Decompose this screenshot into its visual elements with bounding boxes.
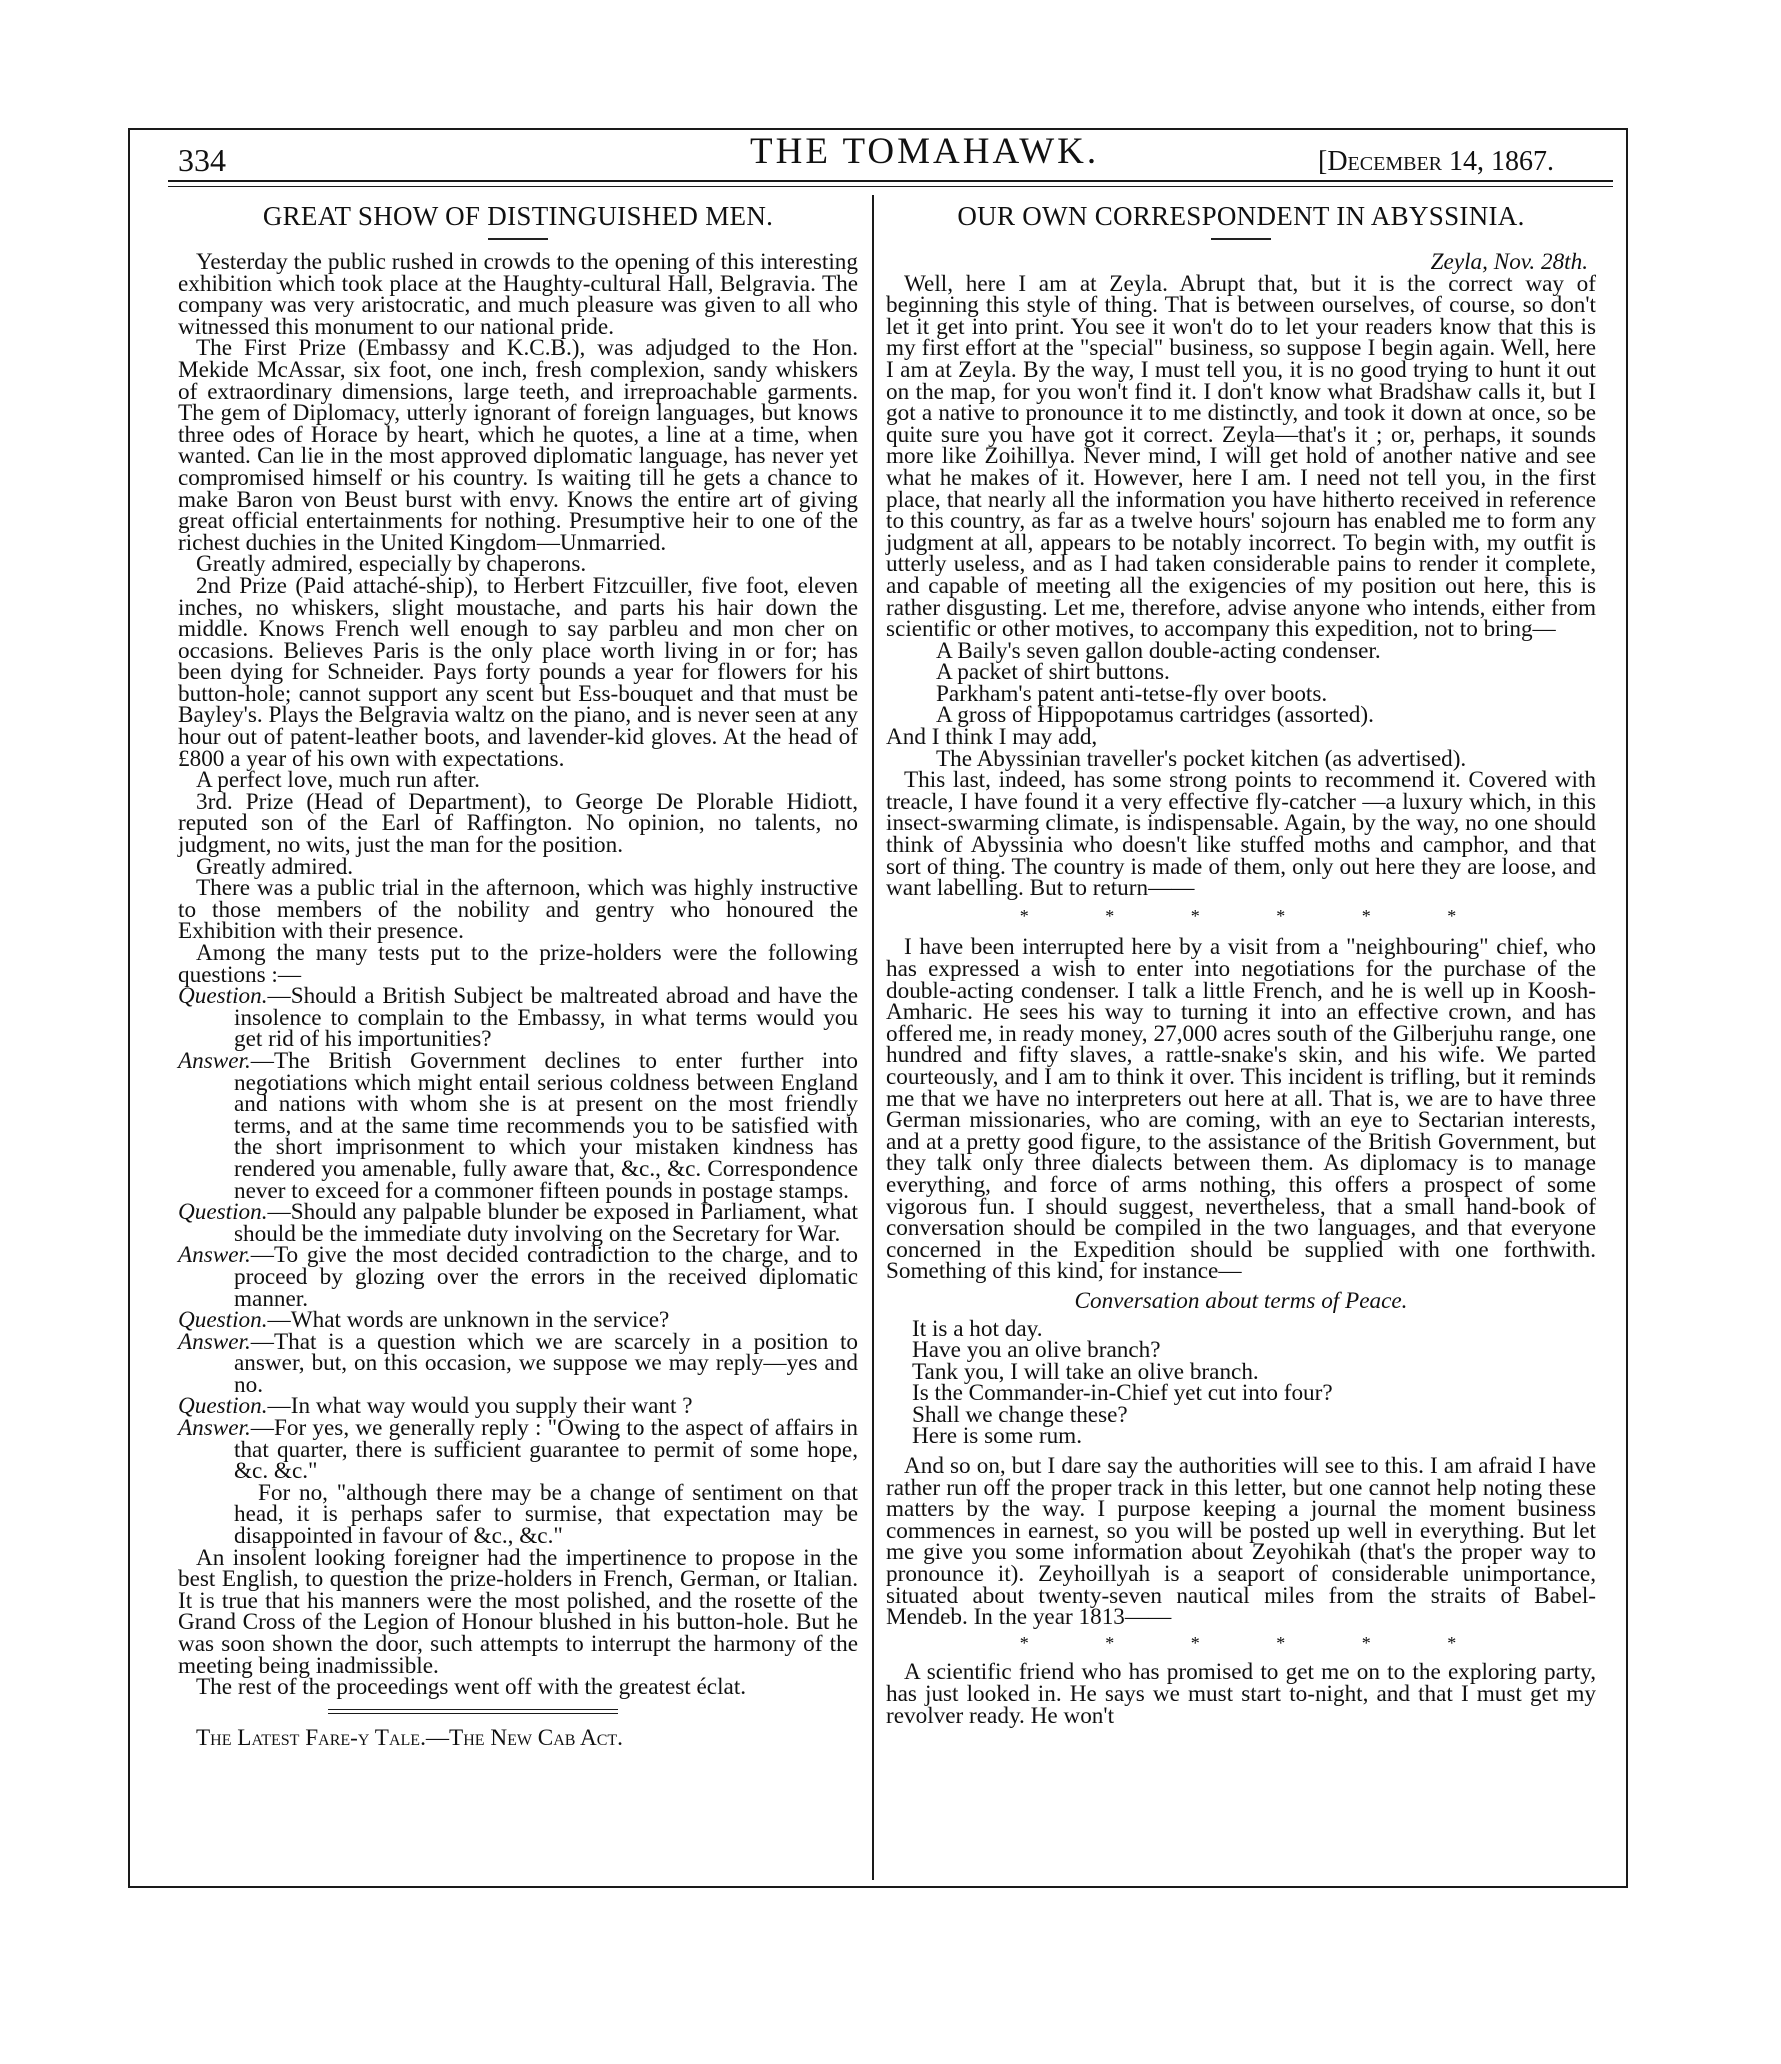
right-heading: OUR OWN CORRESPONDENT IN ABYSSINIA. bbox=[957, 201, 1525, 231]
conversation-line: Have you an olive branch? bbox=[912, 1337, 1161, 1364]
issue-date: [December 14, 1867. bbox=[1318, 146, 1554, 177]
conversation-line: Is the Commander-in-Chief yet cut into four? bbox=[912, 1380, 1333, 1407]
heading-rule bbox=[488, 238, 548, 240]
outer-rule-bottom bbox=[128, 1886, 1628, 1888]
conversation-line: Tank you, I will take an olive branch. bbox=[912, 1358, 1259, 1385]
paragraph: Well, here I am at Zeyla. Abrupt that, but it is the correct way of beginning this style of thing. That is between ourselves, of course, so don't let it get into print. You see it won't do to let your readers know that this is my first effort at the "special" business, so suppose I begin again. Well, here I am at Zeyla. By the way, I must tell you, it is no good trying to hunt it out on the map, for you won't find it. I don't know what Bradshaw calls it, but I got a native to pronounce it to me distinctly, and took it down at once, so be quite sure you have got it correct. Zeyla—that's it ; or, perhaps, it sounds more like Zoihillya. Never mind, I will get hold of another native and see what he makes of it. However, here I am. I need not tell you, in the first place, that nearly all the information you have hitherto received in reference to this country, as far as a twelve hours' sojourn has enabled me to form any judgment at all, appears to be notably incorrect. To begin with, my outfit is utterly useless, and as I had taken considerable pains to render it complete, and capable of meeting all the exigencies of my position out here, this is rather disgusting. Let me, therefore, advise anyone who intends, either from scientific or other motives, to accompany this expedition, not to bring— bbox=[886, 270, 1596, 643]
paragraph: 3rd. Prize (Head of Department), to George De Plorable Hidiott, reputed son of the Earl of Raffington. No opinion, no talents, no judgment, no wits, just the man for the position. bbox=[178, 788, 858, 859]
heading-rule bbox=[1211, 238, 1271, 240]
answer-3 bbox=[178, 1328, 858, 1398]
section-break-stars: * * * * * * bbox=[1019, 905, 1463, 926]
answer-1 bbox=[178, 1047, 858, 1204]
paragraph: Yesterday the public rushed in crowds to the opening of this interesting exhibition which took place at the Haughty-cultural Hall, Belgravia. The company was very aristocratic, and much pleasure was given to all who witnessed this monument to our national pride. bbox=[178, 249, 858, 340]
answer-text: —To give the most decided contradiction to the charge, and to proceed by glozing over the errors in the received diplomatic manner. bbox=[234, 1242, 858, 1312]
answer-label: Answer. bbox=[178, 1328, 251, 1355]
list-item: A gross of Hippopotamus cartridges (assorted). bbox=[936, 702, 1374, 729]
list-item: A packet of shirt buttons. bbox=[936, 659, 1170, 686]
answer-text: —For yes, we generally reply : "Owing to the aspect of affairs in that quarter, there is sufficient guarantee to permit of some hope, &c. &c." bbox=[234, 1415, 858, 1485]
paragraph: 2nd Prize (Paid attaché-ship), to Herbert Fitzcuiller, five foot, eleven inches, no whiskers, slight moustache, and parts his hair down the middle. Knows French well enough to say parbleu and mon cher on occasions. Believes Paris is the only place worth living in or for; has been dying for Schneider. Pays forty pounds a year for flowers for his button-hole; cannot support any scent but Ess-bouquet and that must be Bayley's. Plays the Belgravia waltz on the piano, and is never seen at any hour out of patent-leather boots, and lavender-kid gloves. At the head of £800 a year of his own with expectations. bbox=[178, 572, 858, 772]
section-break-stars: * * * * * * bbox=[1019, 1632, 1463, 1653]
paragraph: A perfect love, much run after. bbox=[196, 767, 480, 794]
answer-text: —That is a question which we are scarcely in a position to answer, but, on this occasion, we suppose we may reply—yes and no. bbox=[234, 1328, 858, 1398]
footer-paragraph: The Latest Fare-y Tale.—The New Cab Act. bbox=[196, 1724, 623, 1751]
answer-4 bbox=[178, 1415, 858, 1485]
conversation-title: Conversation about terms of Peace. bbox=[1074, 1287, 1408, 1314]
right-column bbox=[886, 200, 1596, 1727]
paragraph: Among the many tests put to the prize-holders were the following questions :— bbox=[178, 940, 858, 988]
question-1 bbox=[178, 983, 858, 1053]
question-2 bbox=[178, 1199, 858, 1247]
paragraph: An insolent looking foreigner had the impertinence to propose in the best English, to question the prize-holders in French, German, or Italian. It is true that his manners were the most polished, and the rosette of the Grand Cross of the Legion of Honour blushed in his button-hole. But he was soon shown the door, such attempts to interrupt the harmony of the meeting being inadmissible. bbox=[178, 1544, 858, 1679]
answer-label: Answer. bbox=[178, 1242, 251, 1269]
conversation-line: Shall we change these? bbox=[912, 1401, 1128, 1428]
paragraph: Greatly admired. bbox=[196, 853, 354, 880]
masthead-title: THE TOMAHAWK. bbox=[750, 131, 1100, 172]
outer-rule-left bbox=[128, 128, 130, 1888]
conversation-line: Here is some rum. bbox=[912, 1423, 1083, 1450]
footer-rule-1 bbox=[328, 1709, 618, 1710]
question-text: —What words are unknown in the service? bbox=[267, 1307, 670, 1334]
paragraph: The rest of the proceedings went off with the greatest éclat. bbox=[196, 1674, 747, 1701]
paragraph: The First Prize (Embassy and K.C.B.), was adjudged to the Hon. Mekide McAssar, six foot, one inch, fresh complexion, sandy whiskers of extraordinary dimensions, large teeth, and irreproachable garments. The gem of Diplomacy, utterly ignorant of foreign languages, but knows three odes of Horace by heart, which he quotes, a line at a time, when wanted. Can lie in the most approved diplomatic language, has never yet compromised himself or his country. Is waiting till he gets a chance to make Baron von Beust burst with envy. Knows the entire art of giving great official entertainments for nothing. Presumptive heir to one of the richest duchies in the United Kingdom—Unmarried. bbox=[178, 335, 858, 556]
header-rule-2 bbox=[168, 186, 1613, 187]
question-label: Question. bbox=[178, 983, 268, 1010]
answer-text: —The British Government declines to enter further into negotiations which might entail serious coldness between England and nations with whom she is at present on the most friendly terms, and at the same time recommends you to be satisfied with the short imprisonment to which your mistaken kindness has rendered you amenable, fully aware that, &c., &c. Correspondence never to exceed for a commoner fifteen pounds in postage stamps. bbox=[234, 1047, 858, 1204]
answer-2 bbox=[178, 1242, 858, 1312]
question-text: —Should any palpable blunder be exposed in Parliament, what should be the immediate duty involving on the Secretary for War. bbox=[234, 1199, 858, 1247]
question-label: Question. bbox=[178, 1307, 268, 1334]
paragraph: I have been interrupted here by a visit from a "neighbouring" chief, who has expressed a wish to enter into negotiations for the purchase of the double-acting condenser. I talk a little French, and he is well up in Koosh-Amharic. He sees his way to turning it into an effective crown, and has offered me, in ready money, 27,000 acres south of the Gilberjuhu range, one hundred and fifty slaves, a rattle-snake's skin, and his wife. We parted courteously, and I am to think it over. This incident is trifling, but it reminds me that we have no interpreters out here at all. That is, we are to have three German missionaries, who are coming, with an eye to Sectarian interests, and at a pretty good figure, to the assistance of the British Government, but they talk only three dialects between them. As diplomacy is to manage everything, and force of arms nothing, this offers a prospect of some vigorous fun. I should suggest, nevertheless, that a small hand-book of conversation should be compiled in the two languages, and that everyone concerned in the Expedition should be supplied with one forthwith. Something of this kind, for instance— bbox=[886, 934, 1596, 1285]
outer-rule-right bbox=[1626, 128, 1628, 1888]
footer-rule-2 bbox=[328, 1713, 618, 1714]
paragraph: And so on, but I dare say the authorities will see to this. I am afraid I have rather run off the proper track in this letter, but one cannot help noting these matters by the way. I purpose keeping a journal the moment business commences in earnest, so you will be posted up well in everything. But let me give you some information about Zeyohikah (that's the proper way to pronounce it). Zeyhoillyah is a seaport of considerable unimportance, situated about twenty-seven nautical miles from the straits of Babel-Mendeb. In the year 1813—— bbox=[886, 1453, 1596, 1631]
column-divider bbox=[872, 195, 874, 1880]
question-label: Question. bbox=[178, 1393, 268, 1420]
question-label: Question. bbox=[178, 1199, 268, 1226]
answer-label: Answer. bbox=[178, 1047, 251, 1074]
list-item: Parkham's patent anti-tetse-fly over boots. bbox=[936, 680, 1328, 707]
header-rule-1 bbox=[168, 180, 1613, 182]
conversation-line: It is a hot day. bbox=[912, 1315, 1043, 1342]
answer-4-continued: For no, "although there may be a change of sentiment on that head, it is perhaps safer to surmise, that expectation may be disappointed in favour of &c., &c." bbox=[234, 1479, 858, 1550]
paragraph: Greatly admired, especially by chaperons. bbox=[196, 551, 587, 578]
paragraph: This last, indeed, has some strong points to recommend it. Covered with treacle, I have found it a very effective fly-catcher —a luxury which, in this insect-swarming climate, is indispensable. Again, by the way, no one should think of Abyssinia who doesn't like stuffed moths and camphor, and that sort of thing. The country is made of them, only out here they are loose, and want labelling. But to return—— bbox=[886, 767, 1596, 902]
page-number: 334 bbox=[178, 142, 226, 178]
left-heading: GREAT SHOW OF DISTINGUISHED MEN. bbox=[262, 201, 774, 231]
list-item: The Abyssinian traveller's pocket kitchen (as advertised). bbox=[936, 745, 1467, 772]
paragraph: A scientific friend who has promised to get me on to the exploring party, has just looked in. He says we must start to-night, and that I must get my revolver ready. He won't bbox=[886, 1659, 1596, 1729]
paragraph: And I think I may add, bbox=[886, 724, 1098, 751]
paragraph: There was a public trial in the afternoon, which was highly instructive to those members of the nobility and gentry who honoured the Exhibition with their presence. bbox=[178, 875, 858, 945]
left-column bbox=[178, 200, 858, 1749]
question-text: —In what way would you supply their want ? bbox=[267, 1393, 693, 1420]
answer-label: Answer. bbox=[178, 1415, 251, 1442]
dateline: Zeyla, Nov. 28th. bbox=[1430, 249, 1588, 275]
question-text: —Should a British Subject be maltreated abroad and have the insolence to complain to the Embassy, in what terms would you get rid of his importunities? bbox=[234, 983, 858, 1053]
list-item: A Baily's seven gallon double-acting condenser. bbox=[936, 637, 1381, 664]
